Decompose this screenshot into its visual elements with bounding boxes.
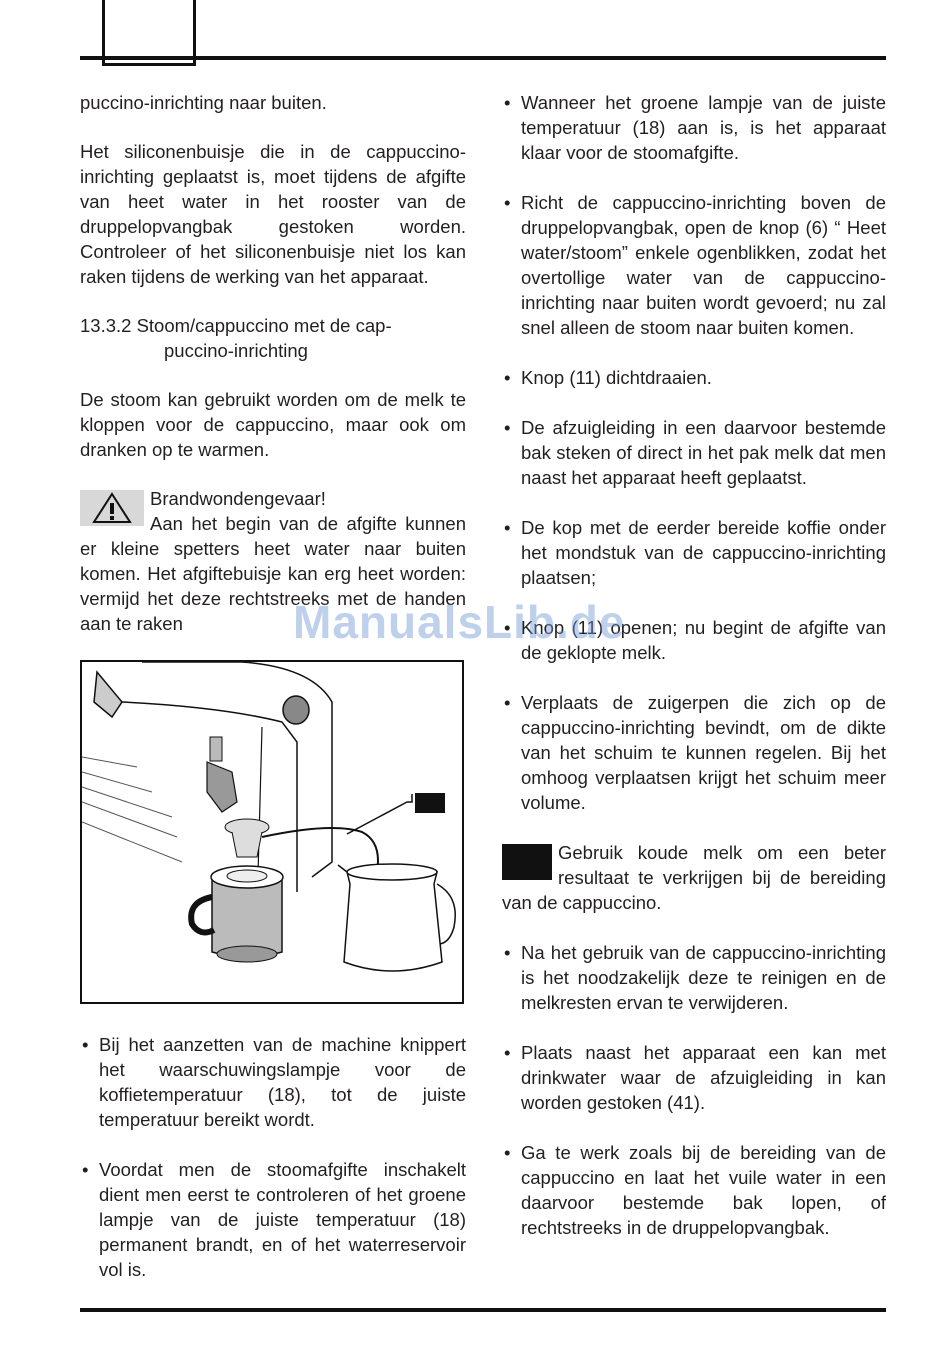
list-item: • De afzuigleiding in een daarvoor bestemde bak steken of direct in het pak melk dat men naast het apparaat heeft geplaatst. xyxy=(502,415,886,490)
siliconenbuisje-paragraph: Het siliconenbuisje die in de cappuccino-inrichting geplaatst is, moet tijdens de afgifte van heet water in het rooster van de druppelopvangbak gestoken worden. Controleer of het siliconenbuisje niet los kan raken tijdens de werking van het apparaat. xyxy=(80,141,466,287)
section-heading-line2: puccino-inrichting xyxy=(164,340,308,361)
note-text: Gebruik koude melk om een beter resultaat te verkrijgen bij de bereiding van de cappuccino. xyxy=(502,842,886,913)
warning-title: Brandwondengevaar! xyxy=(150,488,326,509)
list-item: • De kop met de eerder bereide koffie onder het mondstuk van de cappuccino-inrichting plaatsen; xyxy=(502,515,886,590)
lead-fragment: puccino-inrichting naar buiten. xyxy=(80,92,327,113)
stoom-paragraph: De stoom kan gebruikt worden om de melk te kloppen voor de cappuccino, maar ook om dranken op te warmen. xyxy=(80,389,466,460)
list-item: • Voordat men de stoomafgifte inschakelt dient men eerst te controleren of het groene lampje van de juiste temperatuur (18) permanent brandt, en of het waterreservoir vol is. xyxy=(80,1157,466,1282)
list-item: • Verplaats de zuigerpen die zich op de cappuccino-inrichting bevindt, om de dikte van het schuim te kunnen regelen. Bij het omhoog verplaatsen krijgt het schuim meer volume. xyxy=(502,690,886,815)
watermark: ManualsLib.de xyxy=(293,596,626,648)
list-item: • Na het gebruik van de cappuccino-inrichting is het noodzakelijk deze te reinigen en de melkresten ervan te verwijderen. xyxy=(502,940,886,1015)
note-block xyxy=(502,840,886,915)
list-item: • Bij het aanzetten van de machine knippert het waarschuwingslampje voor de koffietemperatuur (18), tot de juiste temperatuur bereikt wordt. xyxy=(80,1032,466,1132)
warning-triangle-icon xyxy=(80,490,144,526)
note-marker-icon xyxy=(502,844,552,880)
list-item: • Richt de cappuccino-inrichting boven de druppelopvangbak, open de knop (6) “ Heet water/stoom” enkele ogenblikken, zodat het overtollige water van de cappuccino-inrichting naar buiten wordt gevoerd; nu zal snel alleen de stoom naar buiten komen. xyxy=(502,190,886,340)
header-rule xyxy=(80,56,886,60)
section-heading-line1: 13.3.2 Stoom/cappuccino met de cap- xyxy=(80,315,392,336)
section-heading xyxy=(80,313,466,363)
list-item: • Wanneer het groene lampje van de juiste temperatuur (18) aan is, is het apparaat klaar voor de stoomafgifte. xyxy=(502,90,886,165)
right-bullet-list-bottom xyxy=(502,940,886,1240)
cappuccino-illustration xyxy=(80,660,464,1004)
list-item: • Ga te werk zoals bij de bereiding van de cappuccino en laat het vuile water in een daarvoor bestemde bak lopen, of rechtstreeks in de druppelopvangbak. xyxy=(502,1140,886,1240)
left-column xyxy=(80,90,466,1307)
list-item: • Knop (11) openen; nu begint de afgifte van de geklopte melk. xyxy=(502,615,886,665)
left-bullet-list xyxy=(80,1032,466,1282)
right-column xyxy=(502,90,886,1265)
warning-text: Aan het begin van de afgifte kunnen er kleine spetters heet water naar buiten komen. Het afgiftebuisje kan erg heet worden: vermijd het deze rechtstreeks met de handen aan te raken xyxy=(80,513,466,634)
right-bullet-list-top xyxy=(502,90,886,815)
list-item: • Knop (11) dichtdraaien. xyxy=(502,365,886,390)
list-item: • Plaats naast het apparaat een kan met drinkwater waar de afzuigleiding in kan worden gestoken (41). xyxy=(502,1040,886,1115)
footer-rule xyxy=(80,1308,886,1312)
